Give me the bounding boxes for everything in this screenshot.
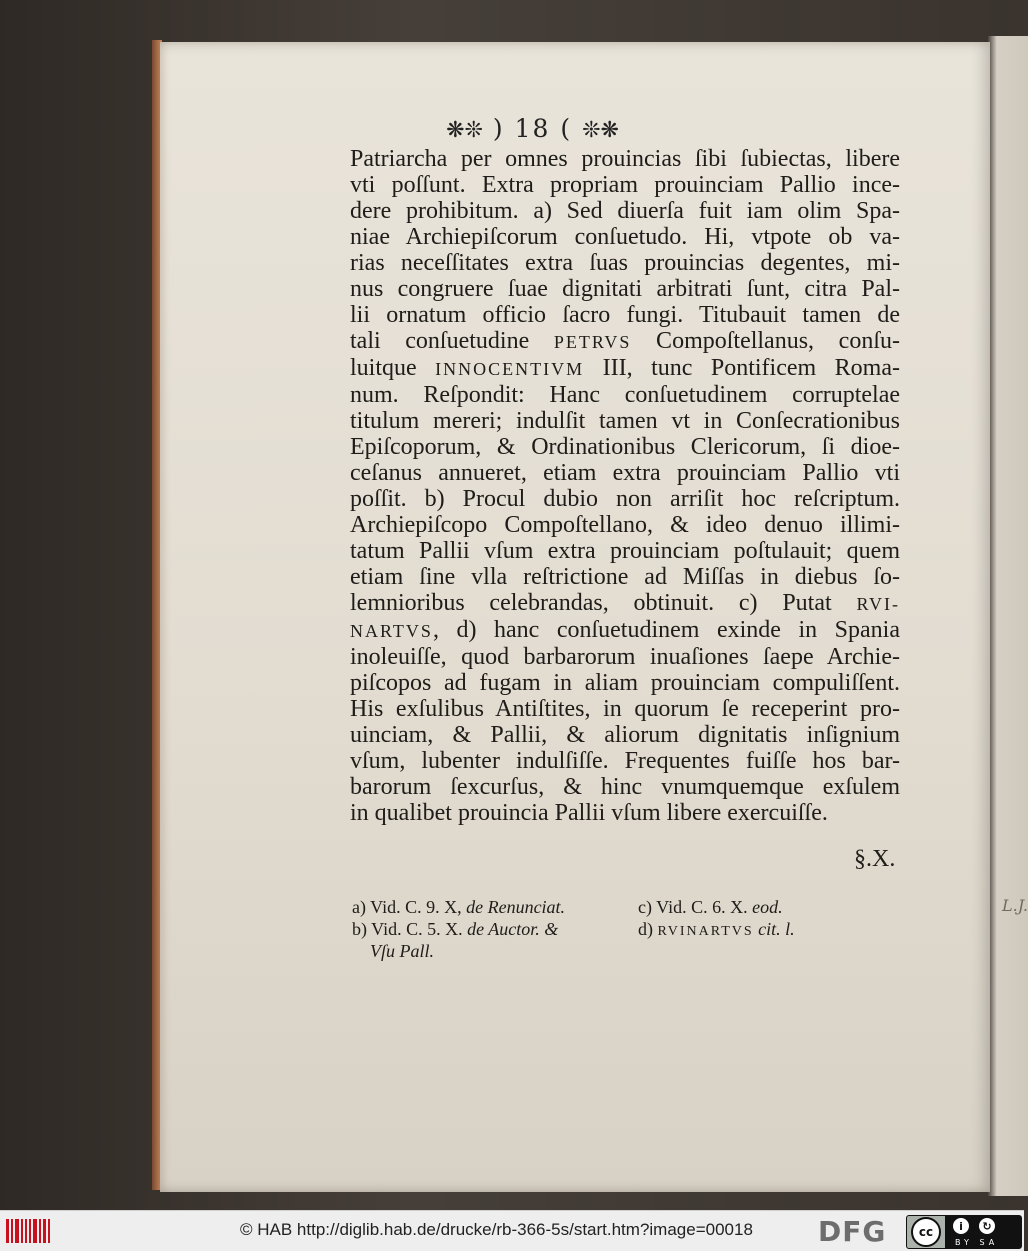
text-line [350, 590, 900, 617]
footnote-author: RVINARTVS [657, 924, 754, 939]
footnote-title: de Auctor. & [467, 919, 559, 939]
cc-icon: cc [911, 1217, 941, 1247]
text-line [350, 328, 900, 355]
text-line: uinciam, & Pallii, & aliorum dignitatis inſignium [350, 722, 900, 748]
footnote-ref: b) Vid. C. 5. X. [352, 919, 463, 939]
page-number: ) 18 ( [492, 114, 573, 143]
dfg-logo: DFG [818, 1215, 887, 1248]
text-line: dere prohibitum. a) Sed diuerſa fuit iam olim Spa- [350, 198, 900, 224]
text-segment: luitque [350, 355, 436, 381]
text-line: ceſanus annueret, etiam extra prouinciam Pallio vti [350, 460, 900, 486]
text-line: inoleuiſſe, quod barbarorum inuaſiones ſaepe Archie- [350, 644, 900, 670]
text-line: vti poſſunt. Extra propriam prouinciam Pallio ince- [350, 172, 900, 198]
text-segment: , d) hanc conſuetudinem exinde in Spania [432, 617, 900, 643]
ornament-right: ❊❋ [582, 118, 619, 143]
footnote-b-continued [370, 940, 434, 962]
text-line: vſum, lubenter indulſiſſe. Frequentes fuiſſe hos bar- [350, 748, 900, 774]
text-line [350, 355, 900, 382]
footnote-c [638, 896, 783, 918]
text-line: His exſulibus Antiſtites, in quorum ſe receperint pro- [350, 696, 900, 722]
text-line: lii ornatum officio ſacro fungi. Titubauit tamen de [350, 302, 900, 328]
running-head [160, 114, 905, 143]
footnote-ref: c) Vid. C. 6. X. [638, 897, 748, 917]
text-line: piſcopos ad fugam in aliam prouinciam compuliſſent. [350, 670, 900, 696]
text-segment: Compoſtellanus, conſu- [631, 328, 900, 354]
text-line: etiam ſine vlla reſtrictione ad Miſſas in diebus ſo- [350, 564, 900, 590]
name-petrus: PETRVS [553, 332, 632, 352]
hab-logo-icon [6, 1219, 50, 1243]
cc-license-badge[interactable] [906, 1215, 1022, 1249]
footnote-title: eod. [752, 897, 783, 917]
text-line: in qualibet prouincia Pallii vſum libere exercuiſſe. [350, 800, 828, 826]
text-line: barorum ſexcurſus, & hinc vnumquemque exſulem [350, 774, 900, 800]
body-text [350, 146, 900, 826]
ornament-left: ❋❊ [446, 118, 483, 143]
footnote-d [638, 918, 795, 943]
footnote-title: de Renunciat. [466, 897, 566, 917]
text-segment: tali conſuetudine [350, 328, 554, 354]
text-line: Epiſcoporum, & Ordinationibus Clericorum, ſi dioe- [350, 434, 900, 460]
name-ruinartus: RVI- [856, 594, 900, 614]
text-line [350, 617, 900, 644]
next-page-mark: L.J. [1002, 896, 1028, 915]
share-alike-icon: ↻ [979, 1218, 995, 1234]
next-page-edge [988, 36, 1028, 1196]
footnote-ref: a) Vid. C. 9. X, [352, 897, 462, 917]
text-segment: III, tunc Pontificem Roma- [584, 355, 900, 381]
footnote-title: cit. l. [758, 919, 795, 939]
section-mark: §.X. [854, 846, 896, 872]
text-line: tatum Pallii vſum extra prouinciam poſtulauit; quem [350, 538, 900, 564]
text-line: nus congruere ſuae dignitati arbitrati ſunt, citra Pal- [350, 276, 900, 302]
attribution-icon: i [953, 1218, 969, 1234]
name-innocentium: INNOCENTIVM [435, 359, 585, 379]
name-ruinartus: NARTVS [350, 621, 433, 641]
text-line: Patriarcha per omnes prouincias ſibi ſubiectas, libere [350, 146, 900, 172]
text-line: niae Archiepiſcorum conſuetudo. Hi, vtpote ob va- [350, 224, 900, 250]
footnote-title: Vſu Pall. [370, 941, 434, 961]
text-line: poſſit. b) Procul dubio non arriſit hoc reſcriptum. [350, 486, 900, 512]
copyright-link[interactable]: © HAB http://diglib.hab.de/drucke/rb-366-5s/start.htm?image=00018 [240, 1220, 753, 1239]
footnote-b [352, 918, 558, 940]
text-segment: lemnioribus celebrandas, obtinuit. c) Putat [350, 590, 857, 616]
text-line: Archiepiſcopo Compoſtellano, & ideo denuo illimi- [350, 512, 900, 538]
viewer-footer [0, 1210, 1024, 1251]
cc-terms: BY SA [955, 1238, 999, 1247]
footnote-ref: d) [638, 919, 653, 939]
text-line: num. Reſpondit: Hanc conſuetudinem corruptelae [350, 382, 900, 408]
text-line: rias neceſſitates extra ſuas prouincias degentes, mi- [350, 250, 900, 276]
text-line: titulum mereri; indulſit tamen vt in Conſecrationibus [350, 408, 900, 434]
footnote-a [352, 896, 565, 918]
